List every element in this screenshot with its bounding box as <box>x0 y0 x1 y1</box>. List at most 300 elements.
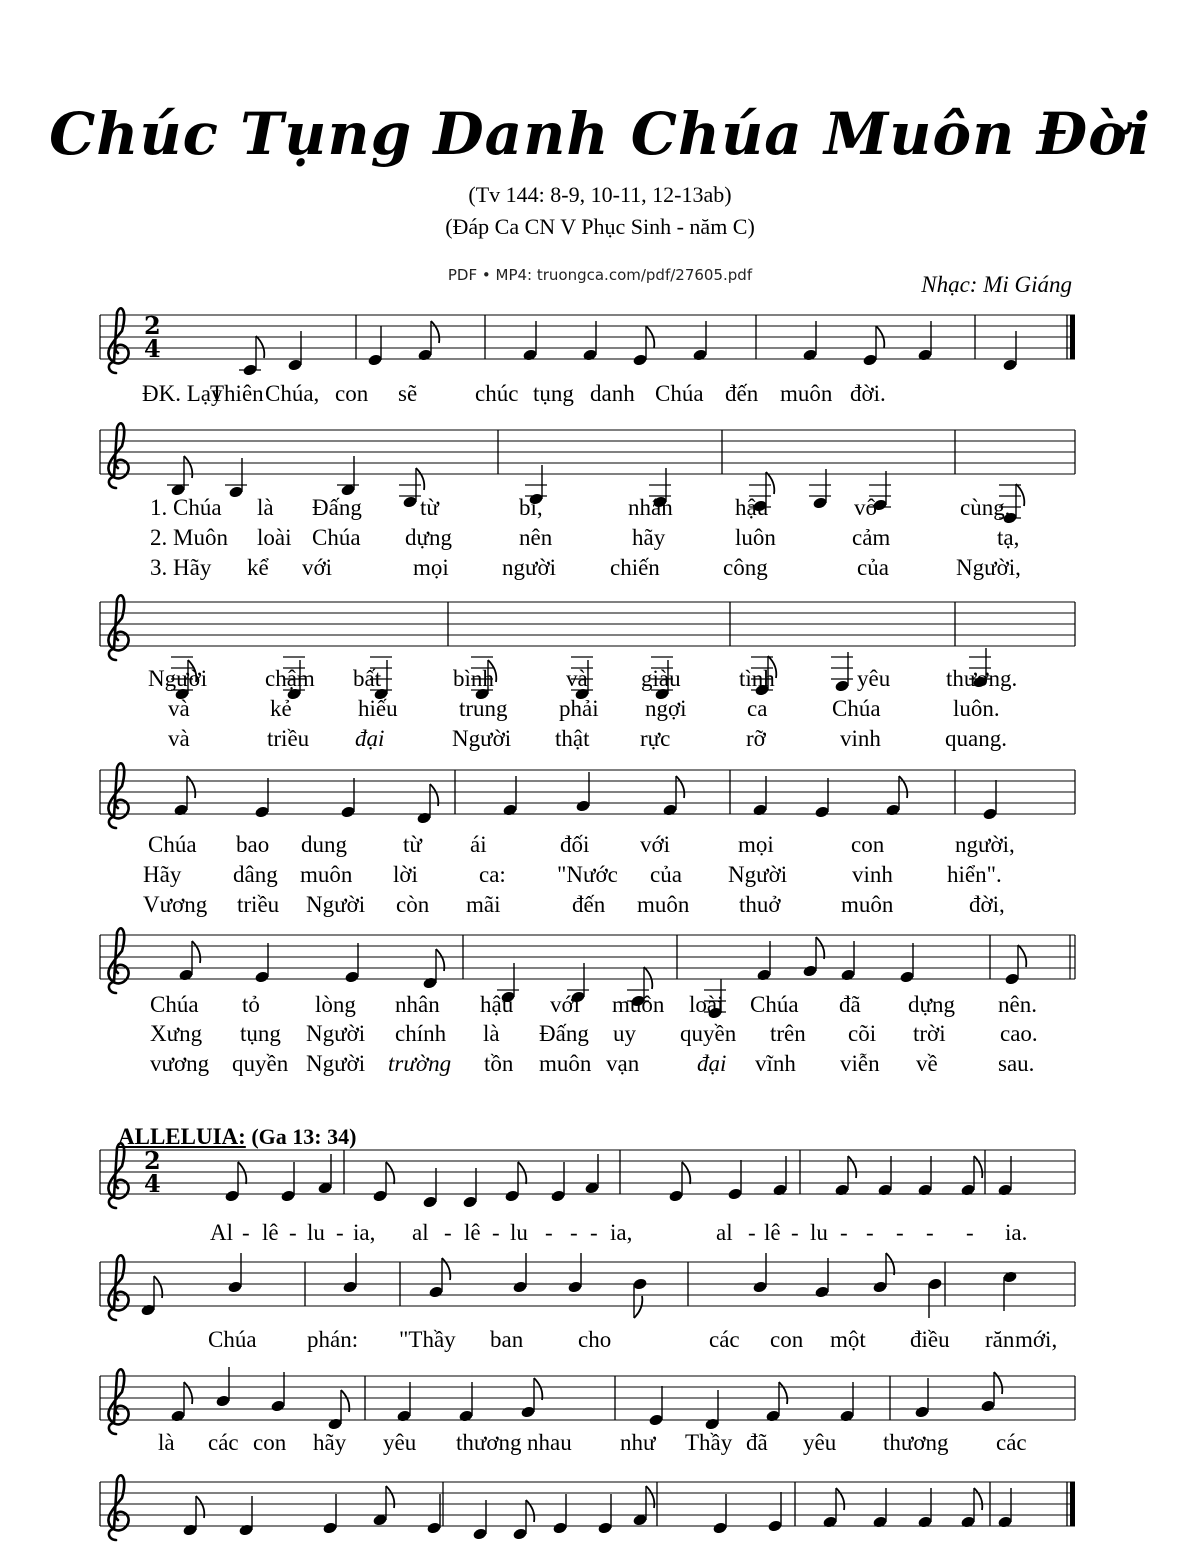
note <box>140 1276 162 1317</box>
lyric-word: quyền <box>232 1051 289 1076</box>
lyric-word: cõi <box>848 1021 877 1046</box>
treble-clef-icon <box>108 928 128 993</box>
note <box>872 1488 887 1529</box>
lyric-word: rực <box>640 726 671 751</box>
note <box>582 321 597 362</box>
lyric-word: ia, <box>610 1220 633 1245</box>
note <box>809 469 831 510</box>
staff-lines <box>100 1376 1075 1420</box>
lyric-word: lời <box>393 862 418 887</box>
note <box>632 1486 654 1527</box>
lyric-word: hiển". <box>947 862 1002 887</box>
lyric-word: người, <box>955 832 1015 857</box>
lyric-word: con <box>770 1327 804 1352</box>
lyric-word: mọi <box>738 832 774 857</box>
note <box>584 1154 599 1195</box>
lyric-word: Thiên <box>210 381 264 406</box>
lyric-word: Người <box>728 862 788 887</box>
lyric-word: - <box>926 1220 934 1245</box>
lyric-word: bình <box>453 666 494 691</box>
lyric-word: ia. <box>1005 1220 1028 1245</box>
lyric-word: kể <box>247 555 269 580</box>
lyric-word: luôn <box>735 525 776 550</box>
lyric-word: dung <box>301 832 347 857</box>
lyric-word: trên <box>770 1021 806 1046</box>
note <box>170 1382 192 1423</box>
lyric-word: người <box>502 555 557 580</box>
lyric-word: mãi <box>466 892 501 917</box>
note <box>182 1496 204 1537</box>
lyric-word: 1. Chúa <box>150 495 222 520</box>
lyric-word: muôn <box>637 892 690 917</box>
final-barline-thick <box>1070 315 1075 359</box>
lyric-word: còn <box>396 892 430 917</box>
lyric-word: thật <box>555 726 590 751</box>
note <box>254 943 269 984</box>
lyric-word: con <box>253 1430 287 1455</box>
lyric-word: loài <box>689 992 724 1017</box>
note <box>980 1372 1002 1413</box>
staff-system-3 <box>100 595 1075 751</box>
note <box>982 780 997 821</box>
lyric-word: về <box>916 1051 938 1076</box>
note <box>317 1154 332 1195</box>
note <box>662 776 684 817</box>
lyric-word: đối <box>560 832 590 857</box>
lyric-word: đời, <box>969 892 1005 917</box>
lyric-word: đến <box>572 892 606 917</box>
lyric-word: rỡ <box>746 726 766 751</box>
song-title: Chúc Tụng Danh Chúa Muôn Đời <box>49 100 1151 168</box>
lyric-word: với <box>640 832 671 857</box>
lyric-word: đại <box>697 1051 727 1076</box>
staff-system-5 <box>100 928 1075 1076</box>
note <box>840 941 855 982</box>
staff-system-2 <box>100 423 1075 580</box>
lyric-word: Chúa <box>832 696 881 721</box>
lyric-word: triều <box>237 892 280 917</box>
note <box>831 652 853 693</box>
note <box>422 949 444 990</box>
note <box>472 1500 487 1541</box>
lyric-word: với <box>302 555 333 580</box>
lyric-word: - <box>791 1220 799 1245</box>
staff-system-1 <box>100 308 1075 406</box>
lyric-word: và <box>168 696 190 721</box>
lyric-word: al <box>412 1220 429 1245</box>
note <box>877 1156 892 1197</box>
note <box>597 1494 612 1535</box>
final-barline-thick <box>1070 1482 1075 1526</box>
lyric-word: luôn. <box>953 696 1000 721</box>
note <box>997 1156 1012 1197</box>
lyric-word: tỏ <box>242 992 260 1017</box>
lyric-word: viễn <box>840 1051 880 1076</box>
lyric-word: - <box>748 1220 756 1245</box>
lyric-word: con <box>851 832 885 857</box>
note <box>462 1168 477 1209</box>
lyric-word: uy <box>613 1021 636 1046</box>
note <box>225 458 247 499</box>
note <box>927 1277 942 1318</box>
lyric-word: như <box>620 1430 656 1455</box>
note <box>239 336 264 377</box>
treble-clef-icon <box>108 1475 128 1540</box>
lyric-word: muôn <box>539 1051 592 1076</box>
lyric-word: một <box>830 1327 866 1352</box>
lyric-word: nhân <box>395 992 440 1017</box>
note <box>822 1488 844 1529</box>
note <box>550 1162 565 1203</box>
lyric-word: Đấng <box>312 495 362 520</box>
occasion: (Đáp Ca CN V Phục Sinh - năm C) <box>445 214 755 239</box>
lyric-word: đại <box>355 726 385 751</box>
lyric-word: ca <box>747 696 768 721</box>
note <box>917 1488 932 1529</box>
note <box>512 1500 534 1541</box>
note <box>327 1390 349 1431</box>
lyric-word: quang. <box>945 726 1007 751</box>
lyric-word: là <box>257 495 274 520</box>
time-signature-top: 2 <box>144 311 161 340</box>
note <box>712 1494 727 1535</box>
lyric-word: sau. <box>998 1051 1035 1076</box>
lyric-word: bi, <box>519 495 543 520</box>
lyric-word: của <box>857 555 889 580</box>
note <box>426 1494 441 1535</box>
time-signature-bottom: 4 <box>144 334 161 363</box>
lyric-word: chính <box>395 1021 447 1046</box>
lyric-word: vinh <box>852 862 893 887</box>
lyric-word: chúc <box>475 381 519 406</box>
lyric-word: chiến <box>610 555 660 580</box>
lyric-word: - <box>840 1220 848 1245</box>
note <box>224 1162 246 1203</box>
lyric-word: con <box>335 381 369 406</box>
lyric-word: Vương <box>143 892 208 917</box>
time-signature-bottom: 4 <box>144 1169 161 1198</box>
staff-system-7 <box>100 1253 1075 1352</box>
lyric-word: đã <box>839 992 861 1017</box>
lyric-word: Người <box>148 666 208 691</box>
lyric-word: hậu <box>735 495 769 520</box>
lyric-word: - <box>896 1220 904 1245</box>
lyric-word: nên. <box>998 992 1037 1017</box>
lyric-word: răn <box>985 1327 1015 1352</box>
lyric-word: mọi <box>413 555 449 580</box>
lyric-word: lu <box>810 1220 828 1245</box>
lyric-word: muôn <box>612 992 665 1017</box>
treble-clef-icon <box>108 595 128 660</box>
lyric-word: vinh <box>840 726 881 751</box>
lyric-word: kẻ <box>270 696 292 721</box>
lyric-word: Người <box>452 726 512 751</box>
note <box>340 778 355 819</box>
lyric-word: ĐK. Lạy <box>142 381 223 406</box>
treble-clef-icon <box>108 308 128 373</box>
staff-system-4 <box>100 763 1075 917</box>
note <box>522 321 537 362</box>
lyric-word: lê <box>764 1220 781 1245</box>
lyric-word: sẽ <box>398 381 418 406</box>
note <box>502 776 517 817</box>
treble-clef-icon <box>108 1369 128 1434</box>
lyric-word: vạn <box>606 1051 640 1076</box>
note <box>802 321 817 362</box>
lyric-word: bao <box>236 832 270 857</box>
note <box>668 1162 690 1203</box>
note <box>428 1258 450 1299</box>
note <box>765 1382 787 1423</box>
lyric-word: lê <box>464 1220 481 1245</box>
note <box>280 1162 295 1203</box>
psalm-reference: (Tv 144: 8-9, 10-11, 12-13ab) <box>468 182 732 207</box>
note <box>458 1382 473 1423</box>
lyric-word: tồn <box>484 1051 514 1076</box>
lyric-word: hãy <box>313 1430 347 1455</box>
lyric-word: ngợi <box>645 696 687 721</box>
note <box>960 1156 982 1197</box>
lyric-word: cùng, <box>960 495 1011 520</box>
lyric-word: thương <box>456 1430 522 1455</box>
note <box>552 1494 567 1535</box>
lyric-word: ca: <box>479 862 506 887</box>
note <box>417 321 439 362</box>
note <box>372 1162 394 1203</box>
note <box>167 456 192 497</box>
note <box>632 1277 647 1318</box>
note <box>367 326 382 367</box>
lyric-word: chậm <box>265 666 315 691</box>
lyric-word: loài <box>257 525 292 550</box>
lyric-word: các <box>996 1430 1027 1455</box>
note <box>917 1156 932 1197</box>
lyric-word: dâng <box>233 862 278 887</box>
lyric-word: yêu <box>803 1430 837 1455</box>
note <box>178 941 200 982</box>
lyric-word: hiếu <box>358 696 398 721</box>
alleluia-title: ALLELUIA: <box>118 1124 246 1149</box>
note <box>422 1168 437 1209</box>
lyric-word: nhau <box>527 1430 572 1455</box>
note <box>756 941 771 982</box>
lyric-word: bất <box>353 666 382 691</box>
lyric-word: "Thầy <box>399 1327 456 1352</box>
lyric-word: vĩnh <box>755 1051 796 1076</box>
note <box>322 1494 337 1535</box>
lyric-word: vương <box>150 1051 210 1076</box>
note <box>960 1488 982 1529</box>
lyric-word: là <box>483 1021 500 1046</box>
lyric-word: trung <box>459 696 508 721</box>
note <box>814 778 829 819</box>
note <box>504 1162 526 1203</box>
lyric-word: mới, <box>1015 1327 1058 1352</box>
lyric-word: thương <box>883 1430 949 1455</box>
lyric-word: Al <box>210 1220 233 1245</box>
lyric-word: - <box>444 1220 452 1245</box>
lyric-word: phải <box>559 696 599 721</box>
lyric-word: từ <box>420 495 439 520</box>
lyric-word: ban <box>490 1327 524 1352</box>
lyric-word: Thầy <box>685 1430 733 1455</box>
lyric-word: triều <box>267 726 310 751</box>
lyric-word: Xưng <box>150 1021 203 1046</box>
lyric-word: - <box>570 1220 578 1245</box>
lyric-word: cảm <box>852 525 891 550</box>
lyric-word: Người <box>306 1021 366 1046</box>
note <box>173 776 195 817</box>
lyric-word: danh <box>590 381 635 406</box>
source-link[interactable]: PDF • MP4: truongca.com/pdf/27605.pdf <box>447 266 753 284</box>
note <box>772 1156 787 1197</box>
lyric-word: Chúa, <box>265 381 320 406</box>
note <box>814 1258 829 1299</box>
note <box>885 776 907 817</box>
note <box>372 1486 394 1527</box>
staff-lines <box>100 430 1075 474</box>
lyric-word: quyền <box>680 1021 737 1046</box>
lyric-word: lê <box>262 1220 279 1245</box>
note <box>238 1496 253 1537</box>
note <box>416 784 438 825</box>
lyric-word: với <box>550 992 581 1017</box>
lyric-word: Chúa <box>750 992 799 1017</box>
lyric-word: của <box>650 862 682 887</box>
note <box>692 321 707 362</box>
lyric-word: dựng <box>405 525 452 550</box>
lyric-word: dựng <box>908 992 955 1017</box>
lyric-word: - <box>336 1220 344 1245</box>
lyric-word: "Nước <box>557 862 618 887</box>
note <box>337 456 359 497</box>
lyric-word: Chúa <box>148 832 197 857</box>
lyric-word: lu <box>510 1220 528 1245</box>
lyric-word: điều <box>910 1327 950 1352</box>
note <box>862 326 884 367</box>
lyric-word: - <box>242 1220 250 1245</box>
lyric-word: công <box>723 555 768 580</box>
composer-credit: Nhạc: Mi Giáng <box>921 272 1072 297</box>
lyric-word: phán: <box>307 1327 359 1352</box>
staff-lines <box>100 602 1075 646</box>
lyric-word: thương. <box>946 666 1018 691</box>
lyric-word: yêu <box>383 1430 417 1455</box>
lyric-word: Chúa <box>150 992 199 1017</box>
lyric-word: từ <box>403 832 422 857</box>
note <box>1004 945 1026 986</box>
lyric-word: hãy <box>632 525 666 550</box>
lyric-word: Chúa <box>312 525 361 550</box>
lyric-word: - <box>289 1220 297 1245</box>
lyric-word: lu <box>307 1220 325 1245</box>
note <box>917 321 932 362</box>
alleluia-reference: (Ga 13: 34) <box>251 1124 357 1149</box>
lyric-word: giàu <box>641 666 681 691</box>
lyric-word: ái <box>470 832 487 857</box>
lyric-word: al <box>716 1220 733 1245</box>
lyric-word: là <box>158 1430 175 1455</box>
lyric-word: muôn <box>300 862 353 887</box>
lyric-word: hậu <box>480 992 514 1017</box>
lyric-word: Hãy <box>143 862 182 887</box>
note <box>344 943 359 984</box>
treble-clef-icon <box>108 763 128 828</box>
treble-clef-icon <box>108 1255 128 1320</box>
note <box>997 1488 1012 1529</box>
lyric-word: 3. Hãy <box>150 555 212 580</box>
lyric-word: trời <box>913 1021 946 1046</box>
lyric-word: trường <box>388 1051 452 1076</box>
lyric-word: đã <box>746 1430 768 1455</box>
lyric-word: tình <box>739 666 775 691</box>
lyric-word: cao. <box>1000 1021 1038 1046</box>
note <box>270 1372 285 1413</box>
lyric-word: Chúa <box>208 1327 257 1352</box>
lyric-word: Đấng <box>539 1021 589 1046</box>
lyric-word: muôn <box>841 892 894 917</box>
lyric-word: 2. Muôn <box>150 525 228 550</box>
note <box>839 1382 854 1423</box>
staff-system-9 <box>100 1475 1075 1540</box>
note <box>648 1386 663 1427</box>
staff-system-6 <box>100 1143 1075 1245</box>
note <box>396 1382 411 1423</box>
lyric-word: Chúa <box>655 381 704 406</box>
lyric-word: tạ, <box>997 525 1020 550</box>
lyric-word: - <box>492 1220 500 1245</box>
lyric-word: Người <box>306 892 366 917</box>
lyric-word: - <box>545 1220 553 1245</box>
lyric-word: các <box>208 1430 239 1455</box>
note <box>704 1390 719 1431</box>
lyric-word: đến <box>725 381 759 406</box>
note <box>899 943 914 984</box>
lyric-word: vô <box>854 495 877 520</box>
lyric-word: - <box>866 1220 874 1245</box>
lyric-word: tụng <box>240 1021 281 1046</box>
lyric-word: cho <box>578 1327 612 1352</box>
note <box>1002 1270 1017 1311</box>
lyric-word: - <box>590 1220 598 1245</box>
lyric-word: và <box>566 666 588 691</box>
lyric-word: - <box>966 1220 974 1245</box>
note <box>752 776 767 817</box>
staff-lines <box>100 935 1075 979</box>
lyric-word: và <box>168 726 190 751</box>
lyric-word: ia, <box>353 1220 376 1245</box>
treble-clef-icon <box>108 1143 128 1208</box>
lyric-word: thuở <box>739 892 781 917</box>
note <box>767 1492 782 1533</box>
lyric-word: Người <box>306 1051 366 1076</box>
lyric-word: muôn <box>780 381 833 406</box>
lyric-word: các <box>709 1327 740 1352</box>
note <box>834 1156 856 1197</box>
note <box>727 1160 742 1201</box>
lyric-word: đời. <box>850 381 886 406</box>
lyric-word: nên <box>519 525 553 550</box>
lyric-word: yêu <box>857 666 891 691</box>
lyric-word: nhân <box>628 495 673 520</box>
time-signature-top: 2 <box>144 1146 161 1175</box>
staff-system-8 <box>100 1367 1075 1455</box>
lyric-word: Người, <box>956 555 1021 580</box>
treble-clef-icon <box>108 423 128 488</box>
note <box>632 326 654 367</box>
lyric-word: tụng <box>533 381 574 406</box>
note <box>254 778 269 819</box>
